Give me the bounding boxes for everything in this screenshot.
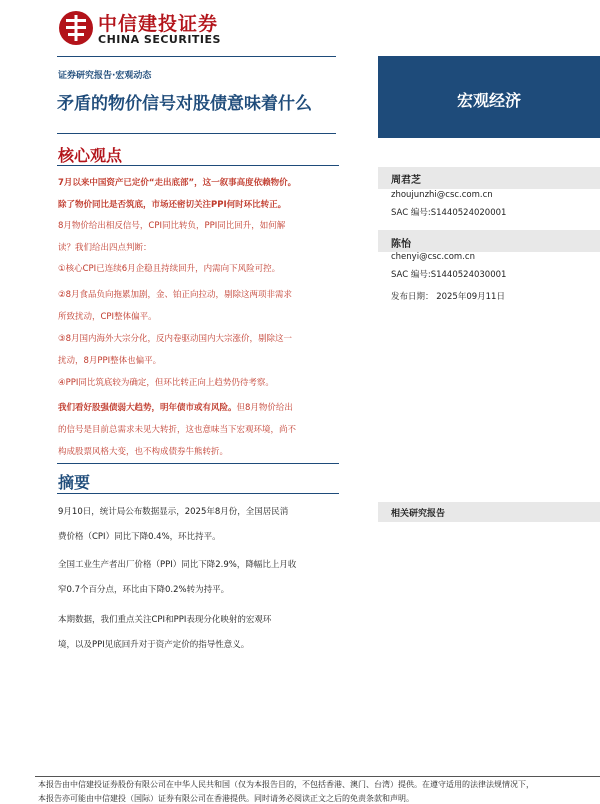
- analyst-2-email[interactable]: chenyi@csc.com.cn: [391, 252, 475, 262]
- intro-line-2: 读？我们给出四点判断：: [58, 243, 152, 253]
- footer-rule: [35, 776, 600, 777]
- analyst-2-header: [378, 230, 600, 252]
- publish-date: 发布日期： 2025年09月11日: [391, 292, 505, 302]
- analyst-1-name: 周君芝: [391, 175, 421, 186]
- logo-english-name: CHINA SECURITIES: [98, 33, 221, 46]
- conclusion-line-3: 构成股票风格大变，也不构成债券牛熊转折。: [58, 447, 229, 457]
- report-title: 矛盾的物价信号对股债意味着什么: [57, 94, 312, 114]
- lead-line-1: 7月以来中国资产已定价“走出底部”，这一叙事高度依赖物价。: [58, 178, 297, 188]
- core-view-top-rule: [57, 133, 336, 134]
- report-type-label: 证券研究报告·宏观动态: [58, 71, 152, 81]
- point-3-line-1: ③8月国内海外大宗分化，反内卷驱动国内大宗涨价，剔除这一: [58, 334, 293, 344]
- point-1-line-1: ①核心CPI已连续6月企稳且持续回升，内需向下风险可控。: [58, 264, 281, 274]
- title-top-rule: [57, 56, 336, 57]
- summary-paragraph-3: [58, 608, 340, 658]
- point-4-line-1: ④PPI同比筑底较为确定，但环比转正向上趋势仍待考察。: [58, 378, 274, 388]
- summary-p1-line-2: 费价格（CPI）同比下降0.4%，环比持平。: [58, 532, 221, 542]
- conclusion-bold: 我们看好股强债弱大趋势，明年债市或有风险。: [58, 403, 237, 413]
- point-2-line-1: ②8月食品负向拖累加剧，金、铂正向拉动，剔除这两项非需求: [58, 290, 293, 300]
- summary-p2-line-1: 全国工业生产者出厂价格（PPI）同比下降2.9%，降幅比上月收: [58, 560, 297, 570]
- analyst-1-sac: SAC 编号:S1440524020001: [391, 208, 507, 218]
- footer-disclaimer-line-2: 本报告亦可能由中信建投（国际）证券有限公司在香港提供。同时请务必阅读正文之后的免责条款和声明。: [38, 794, 414, 803]
- summary-paragraph-2: [58, 553, 340, 603]
- analyst-2-name: 陈怡: [391, 239, 411, 250]
- summary-p1-line-1: 9月10日，统计局公布数据显示，2025年8月份，全国居民消: [58, 507, 289, 517]
- point-3-line-2: 扰动，8月PPI整体也偏平。: [58, 356, 162, 366]
- company-logo-icon: [58, 10, 94, 46]
- core-view-rule: [57, 165, 339, 166]
- lead-line-2: 除了物价同比是否筑底，市场还密切关注PPI何时环比转正。: [58, 200, 287, 210]
- summary-heading: 摘要: [58, 473, 91, 492]
- summary-p3-line-1: 本期数据，我们重点关注CPI和PPI表现分化映射的宏观环: [58, 615, 272, 625]
- core-view-conclusion: [58, 397, 340, 463]
- conclusion-line-2: 的信号是目前总需求未见大转折，这也意味当下宏观环境，尚不: [58, 425, 297, 435]
- analyst-1-email[interactable]: zhoujunzhi@csc.com.cn: [391, 190, 493, 200]
- point-1: [58, 258, 340, 280]
- analyst-2-sac: SAC 编号:S1440524030001: [391, 270, 507, 280]
- intro-line-1: 8月物价给出相反信号，CPI同比转负，PPI同比回升，如何解: [58, 221, 286, 231]
- core-view-bottom-rule: [57, 463, 339, 464]
- point-2: [58, 284, 340, 328]
- point-2-line-2: 所致扰动，CPI整体偏平。: [58, 312, 157, 322]
- summary-rule: [57, 493, 339, 494]
- core-view-lead: [58, 172, 340, 216]
- point-4: [58, 372, 340, 394]
- conclusion-rest: 但8月物价给出: [236, 403, 293, 413]
- footer-disclaimer-line-1: 本报告由中信建投证券股份有限公司在中华人民共和国（仅为本报告目的，不包括香港、澳门、台湾）提供。在遵守适用的法律法规情况下，: [38, 780, 534, 789]
- core-view-intro: [58, 215, 340, 259]
- summary-p3-line-2: 境，以及PPI见底回升对于资产定价的指导性意义。: [58, 640, 250, 650]
- category-label: 宏观经济: [456, 91, 521, 110]
- summary-paragraph-1: [58, 500, 340, 550]
- core-view-heading: 核心观点: [58, 146, 123, 165]
- related-reports-label: 相关研究报告: [391, 509, 446, 519]
- point-3: [58, 328, 340, 372]
- logo-chinese-name: 中信建投证券: [98, 13, 219, 35]
- summary-p2-line-2: 窄0.7个百分点，环比由下降0.2%转为持平。: [58, 585, 230, 595]
